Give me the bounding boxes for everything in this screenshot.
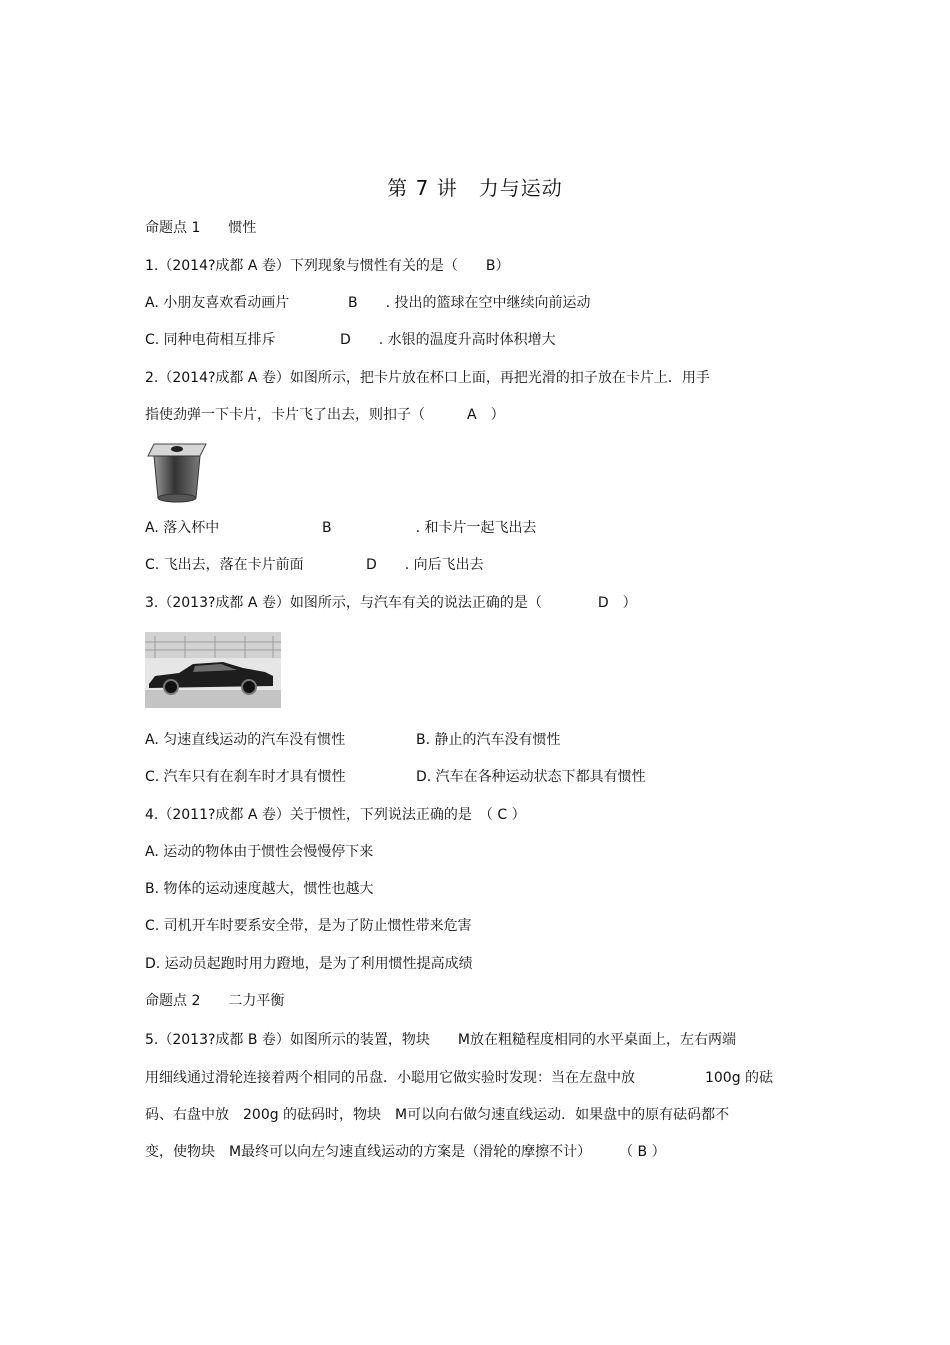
question-2-option-b: B . 和卡片一起飞出去 [322, 520, 537, 536]
question-5-line-4: 变，使物块 M最终可以向左匀速直线运动的方案是（滑轮的摩擦不计） （ B ） [145, 1144, 666, 1160]
question-5-line-2: 用细线通过滑轮连接着两个相同的吊盘．小聪用它做实验时发现：当在左盘中放 100g 的砝 [145, 1070, 774, 1086]
section-heading-2: 命题点 2 二力平衡 [145, 993, 285, 1009]
question-4-option-b: B. 物体的运动速度越大，惯性也越大 [145, 881, 374, 897]
question-1-option-c: C. 同种电荷相互排斥 [145, 332, 276, 348]
car-photo-figure [145, 632, 281, 708]
question-1-option-d: D . 水银的温度升高时体积增大 [340, 332, 556, 348]
cup-and-card-figure [146, 440, 208, 506]
question-2-stem-line-1: 2.（2014?成都 A 卷）如图所示，把卡片放在杯口上面，再把光滑的扣子放在卡片上．用手 [145, 370, 710, 386]
page-title: 第 7 讲 力与运动 [387, 176, 563, 200]
section-heading-1: 命题点 1 惯性 [145, 220, 257, 236]
question-4-stem: 4.（2011?成都 A 卷）关于惯性，下列说法正确的是 （ C ） [145, 807, 526, 823]
cup-shape [154, 456, 200, 498]
question-5-line-1: 5.（2013?成都 B 卷）如图所示的装置，物块 M放在粗糙程度相同的水平桌面上，左右两端 [145, 1032, 736, 1048]
question-4-option-a: A. 运动的物体由于惯性会慢慢停下来 [145, 844, 374, 860]
question-2-option-a: A. 落入杯中 [145, 520, 220, 536]
question-3-option-d: D. 汽车在各种运动状态下都具有惯性 [416, 769, 646, 785]
question-3-option-c: C. 汽车只有在刹车时才具有惯性 [145, 769, 346, 785]
question-5-line-3: 码、右盘中放 200g 的砝码时，物块 M可以向右做匀速直线运动．如果盘中的原有砝码都不 [145, 1107, 730, 1123]
question-3-stem: 3.（2013?成都 A 卷）如图所示，与汽车有关的说法正确的是（ D ） [145, 595, 637, 611]
question-1-option-a: A. 小朋友喜欢看动画片 [145, 295, 290, 311]
question-2-option-d: D . 向后飞出去 [366, 557, 484, 573]
question-2-option-c: C. 飞出去，落在卡片前面 [145, 557, 304, 573]
question-4-option-c: C. 司机开车时要系安全带，是为了防止惯性带来危害 [145, 918, 472, 934]
question-3-option-a: A. 匀速直线运动的汽车没有惯性 [145, 732, 346, 748]
button-shape [171, 446, 183, 452]
question-3-option-b: B. 静止的汽车没有惯性 [416, 732, 561, 748]
question-1-stem: 1.（2014?成都 A 卷）下列现象与惯性有关的是（ B） [145, 258, 510, 274]
question-2-stem-line-2: 指使劲弹一下卡片，卡片飞了出去，则扣子（ A ） [145, 407, 505, 423]
question-1-option-b: B . 投出的篮球在空中继续向前运动 [348, 295, 591, 311]
question-4-option-d: D. 运动员起跑时用力蹬地，是为了利用惯性提高成绩 [145, 956, 473, 972]
